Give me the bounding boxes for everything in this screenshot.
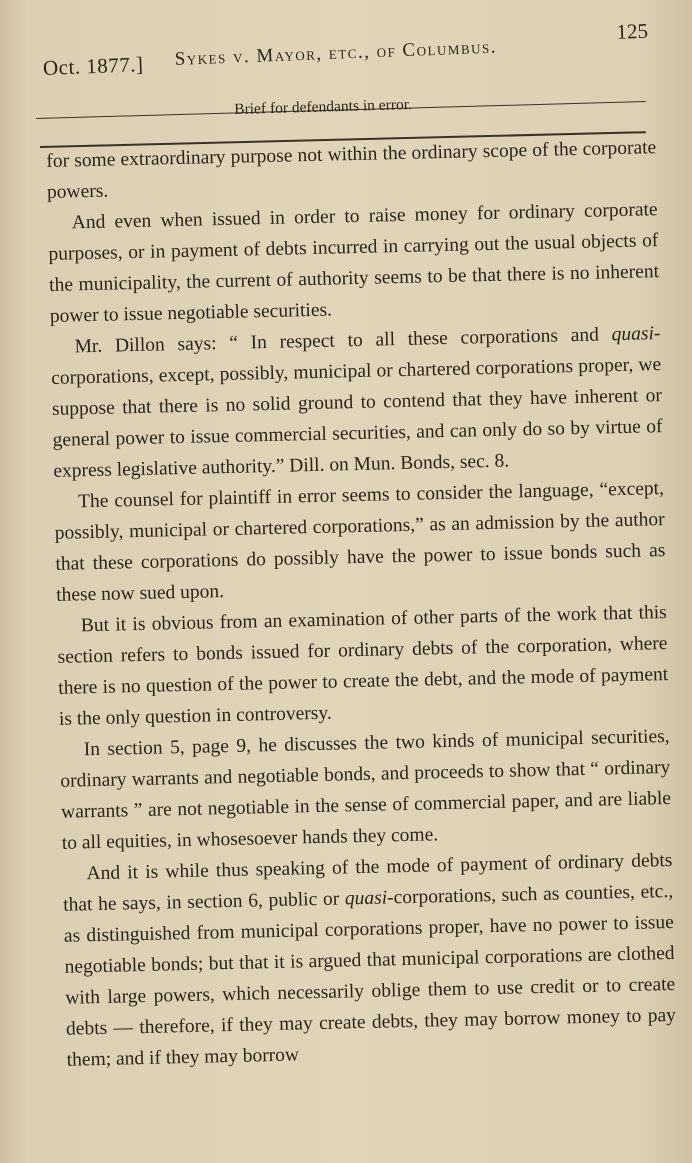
italic-text: quasi: [344, 887, 388, 910]
subheading: Brief for defendants in error.: [234, 96, 413, 118]
italic-text: quasi: [611, 323, 655, 346]
paragraph-text: In section 5, page 9, he discusses the two kinds of municipal securities, ordinary warrants and negotiable bonds, and proceeds to show that “ ordinary warrants ” are not negotiable in the sense of commercial paper, and are liable to all equities, in whosesoever hands they come.: [60, 726, 672, 854]
paragraph: [50, 318, 663, 487]
page-number: 125: [616, 18, 649, 44]
paragraph-text: -corporations, except, possibly, municipal or chartered corporations proper, we suppose that there is no solid ground to contend that they have inherent or general power to issue commercial securities, and can only do so by virtue of express legislative authority.” Dill. on Mun. Bonds, sec. 8.: [51, 323, 663, 482]
header-date: Oct. 1877.]: [42, 52, 144, 80]
paragraph-text: for some extraordinary purpose not within the ordinary scope of the corporate powers.: [46, 137, 657, 203]
paragraph-text: And it is while thus speaking of the mode of payment of ordinary debts that he says, in section 6, public or: [62, 849, 673, 916]
paragraph: [57, 597, 670, 735]
paragraph: [59, 721, 672, 859]
paragraph-text: Mr. Dillon says: “ In respect to all these corporations and: [74, 324, 612, 358]
paragraph: [54, 473, 667, 611]
paragraph-text: The counsel for plaintiff in error seems to consider the language, “except, possibly, municipal or chartered corporations,” as an admission by the author that these corporations do possibly have the power to issue bonds such as these now sued upon.: [54, 478, 666, 606]
header-title: Sykes v. Mayor, etc., of Columbus.: [174, 36, 498, 70]
running-head: [42, 19, 649, 82]
paragraph: [47, 194, 660, 332]
paragraph-text: -corporations, such as counties, etc., as distinguished from municipal corporations proper, have no power to issue negotiable bonds; but that it is argued that municipal corporations are clothed with large powers, which necessarily oblige them to use credit or to create debts — therefore, if they may create debts, they may borrow money to pay them; and if they may borrow: [63, 880, 677, 1071]
paragraph-text: But it is obvious from an examination of other parts of the work that this section refers to bonds issued for ordinary debts of the corporation, where there is no question of the power to create the debt, and the mode of payment is the only question in controversy.: [57, 602, 669, 730]
paragraph-text: And even when issued in order to raise money for ordinary corporate purposes, or in payment of debts incurred in carrying out the usual objects of the municipality, the current of authority seems to be that there is no inherent power to issue negotiable securities.: [48, 199, 660, 327]
paragraph: [62, 845, 677, 1076]
body-text: [46, 132, 677, 1076]
